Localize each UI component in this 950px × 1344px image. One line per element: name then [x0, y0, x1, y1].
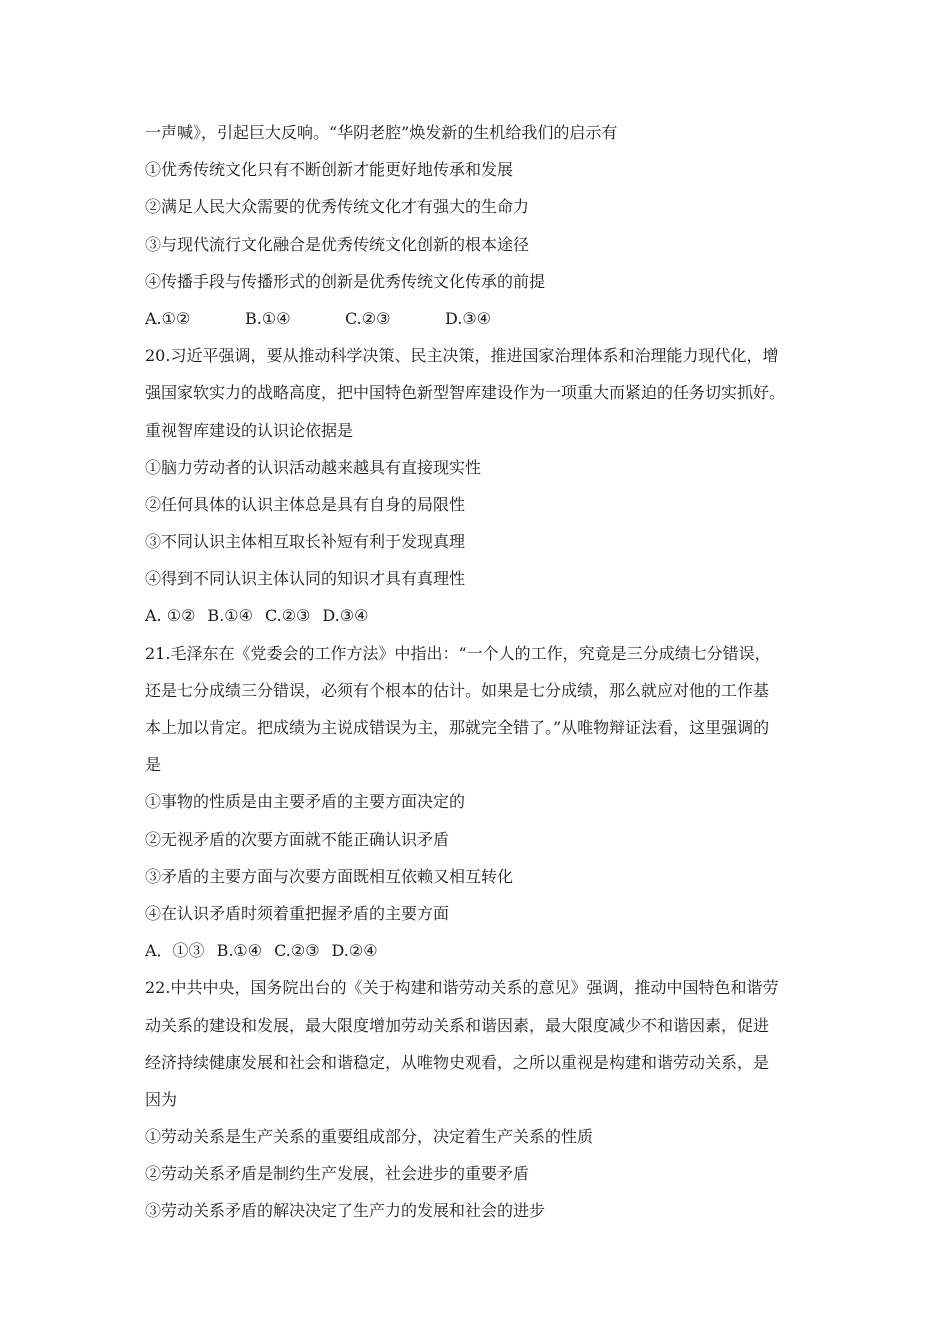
- option-line: ③矛盾的主要方面与次要方面既相互依赖又相互转化: [145, 866, 514, 886]
- answer-choice-d: D.②④: [331, 941, 378, 961]
- answer-choices: [145, 597, 817, 634]
- question-stem-line: 因为: [145, 1089, 178, 1109]
- answer-choice-d: D.③④: [445, 308, 492, 328]
- question-stem-line: 强国家软实力的战略高度，把中国特色新型智库建设作为一项重大而紧迫的任务切实抓好。: [145, 383, 786, 403]
- answer-choices: [145, 300, 817, 337]
- answer-choices: [145, 932, 817, 969]
- option-line: ②劳动关系矛盾是制约生产发展，社会进步的重要矛盾: [145, 1164, 530, 1184]
- question-stem-line: 动关系的建设和发展，最大限度增加劳动关系和谐因素，最大限度减少不和谐因素，促进: [145, 1015, 770, 1035]
- answer-choice-b: B.①④: [245, 308, 291, 328]
- answer-choice-b: B.①④: [207, 606, 253, 626]
- question-stem-line: 经济持续健康发展和社会和谐稳定，从唯物史观看，之所以重视是构建和谐劳动关系，是: [145, 1052, 770, 1072]
- question-stem-line: 本上加以肯定。把成绩为主说成错误为主，那就完全错了。”从唯物辩证法看，这里强调的: [145, 718, 770, 737]
- option-line: ③劳动关系矛盾的解决决定了生产力的发展和社会的进步: [145, 1201, 546, 1221]
- question-stem-line: 22.中共中央，国务院出台的《关于构建和谐劳动关系的意见》强调，推动中国特色和谐劳: [145, 978, 779, 998]
- option-line: ③不同认识主体相互取长补短有利于发现真理: [145, 532, 466, 552]
- option-line: ①优秀传统文化只有不断创新才能更好地传承和发展: [145, 160, 514, 180]
- question-19: [145, 114, 817, 337]
- question-21: [145, 635, 817, 970]
- option-line: ①劳动关系是生产关系的重要组成部分，决定着生产关系的性质: [145, 1127, 594, 1147]
- answer-choice-a: A．①③: [145, 941, 205, 961]
- option-line: ①脑力劳动者的认识活动越来越具有直接现实性: [145, 457, 482, 477]
- option-line: ②无视矛盾的次要方面就不能正确认识矛盾: [145, 829, 450, 849]
- answer-choice-c: C.②③: [274, 941, 320, 961]
- answer-choice-c: C.②③: [345, 308, 391, 328]
- answer-choice-a: A.①②: [145, 308, 191, 328]
- option-line: ④在认识矛盾时须着重把握矛盾的主要方面: [145, 903, 450, 923]
- answer-choice-d: D.③④: [322, 606, 369, 626]
- option-line: ②任何具体的认识主体总是具有自身的局限性: [145, 494, 466, 514]
- option-line: ④得到不同认识主体认同的知识才具有真理性: [145, 569, 466, 589]
- question-stem-line: 一声喊》，引起巨大反响。“华阴老腔”焕发新的生机给我们的启示有: [145, 123, 618, 142]
- answer-choice-b: B.①④: [216, 941, 263, 961]
- exam-page: [145, 114, 817, 1230]
- question-stem-line: 重视智库建设的认识论依据是: [145, 420, 354, 440]
- answer-choice-a: A. ①②: [145, 606, 196, 626]
- question-stem-line: 还是七分成绩三分错误，必须有个根本的估计。如果是七分成绩，那么就应对他的工作基: [145, 680, 770, 700]
- option-line: ④传播手段与传播形式的创新是优秀传统文化传承的前提: [145, 271, 546, 291]
- question-stem-line: 是: [145, 755, 162, 775]
- question-20: [145, 337, 817, 635]
- question-22: [145, 969, 817, 1229]
- answer-choice-c: C.②③: [264, 606, 311, 626]
- option-line: ③与现代流行文化融合是优秀传统文化创新的根本途径: [145, 234, 530, 254]
- question-stem-line: 20.习近平强调，要从推动科学决策、民主决策，推进国家治理体系和治理能力现代化，增: [145, 346, 779, 366]
- option-line: ②满足人民大众需要的优秀传统文化才有强大的生命力: [145, 197, 530, 217]
- question-stem-line: 21.毛泽东在《党委会的工作方法》中指出：“一个人的工作，究竟是三分成绩七分错误，: [145, 643, 771, 663]
- option-line: ①事物的性质是由主要矛盾的主要方面决定的: [145, 792, 466, 812]
